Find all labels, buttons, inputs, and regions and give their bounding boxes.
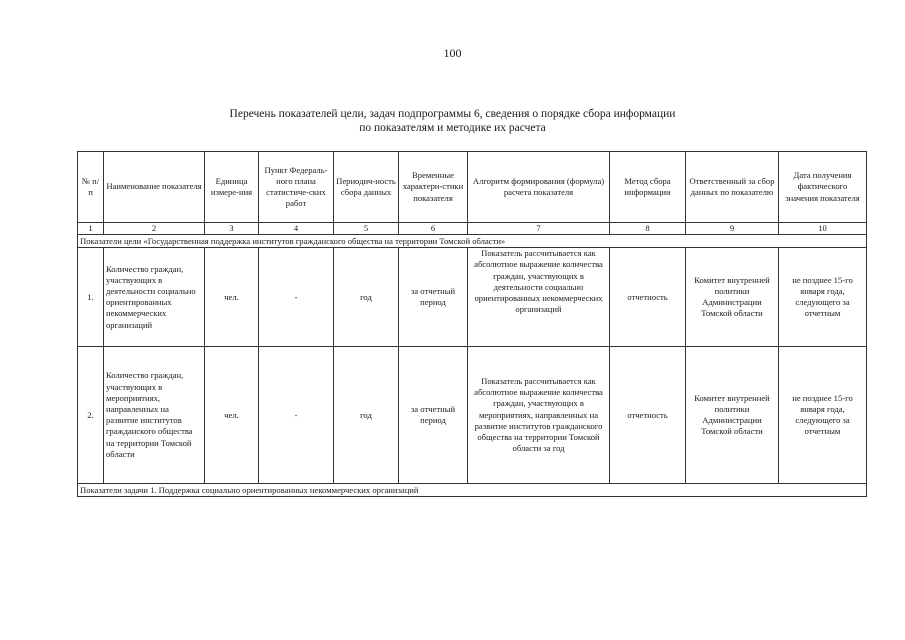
collection-method: отчетность [610,248,686,347]
algorithm: Показатель рассчитывается как абсолютное выражение количества граждан, участвующих в деятельности социально ориентированных некоммерческих организаций [468,248,610,347]
column-number: 5 [334,223,399,235]
column-number: 6 [399,223,468,235]
title-line-1: Перечень показателей цели, задач подпрограммы 6, сведения о порядке сбора информации [229,108,676,120]
header-cell: Дата получения фактического значения показателя [779,152,867,223]
receipt-date: не позднее 15-го января года, следующего за отчетным [779,248,867,347]
table-row [78,347,867,484]
column-number: 3 [205,223,259,235]
header-cell: № п/п [78,152,104,223]
responsible: Комитет внутренней политики Администрации Томской области [686,347,779,484]
header-cell: Периодич-ность сбора данных [334,152,399,223]
plan-point: - [259,347,334,484]
unit: чел. [205,347,259,484]
indicators-table [77,151,867,497]
periodicity: год [334,248,399,347]
column-number: 1 [78,223,104,235]
indicator-name: Количество граждан, участвующих в деятельности социально ориентированных некоммерческих организаций [104,248,205,347]
time-characteristics: за отчетный период [399,347,468,484]
header-cell: Наименование показателя [104,152,205,223]
section-row [78,484,867,497]
receipt-date: не позднее 15-го января года, следующего за отчетным [779,347,867,484]
header-cell: Единица измере-ния [205,152,259,223]
plan-point: - [259,248,334,347]
row-number: 1. [78,248,104,347]
algorithm: Показатель рассчитывается как абсолютное выражение количества граждан, участвующих в мероприятиях, направленных на развитие институтов гражданского общества на территории Томской области за год [468,347,610,484]
header-cell: Метод сбора информации [610,152,686,223]
column-number: 4 [259,223,334,235]
header-cell: Временные характери-стики показателя [399,152,468,223]
header-cell: Алгоритм формирования (формула) расчета показателя [468,152,610,223]
collection-method: отчетность [610,347,686,484]
section-row [78,235,867,248]
column-number: 9 [686,223,779,235]
column-number: 7 [468,223,610,235]
document-title [0,107,905,135]
header-cell: Ответственный за сбор данных по показателю [686,152,779,223]
section-heading-task-1: Показатели задачи 1. Поддержка социально ориентированных некоммерческих организаций [78,484,867,497]
column-number: 2 [104,223,205,235]
unit: чел. [205,248,259,347]
column-number: 8 [610,223,686,235]
header-cell: Пункт Федераль-ного плана статистиче-ских работ [259,152,334,223]
column-number-row [78,223,867,235]
column-number: 10 [779,223,867,235]
header-row [78,152,867,223]
title-line-2: по показателям и методике их расчета [359,122,546,134]
table-row [78,248,867,347]
row-number: 2. [78,347,104,484]
section-heading-goal: Показатели цели «Государственная поддержка институтов гражданского общества на территории Томской области» [78,235,867,248]
periodicity: год [334,347,399,484]
responsible: Комитет внутренней политики Администрации Томской области [686,248,779,347]
page-number: 100 [443,46,462,60]
indicator-name: Количество граждан, участвующих в мероприятиях, направленных на развитие институтов гражданского общества на территории Томской области [104,347,205,484]
time-characteristics: за отчетный период [399,248,468,347]
